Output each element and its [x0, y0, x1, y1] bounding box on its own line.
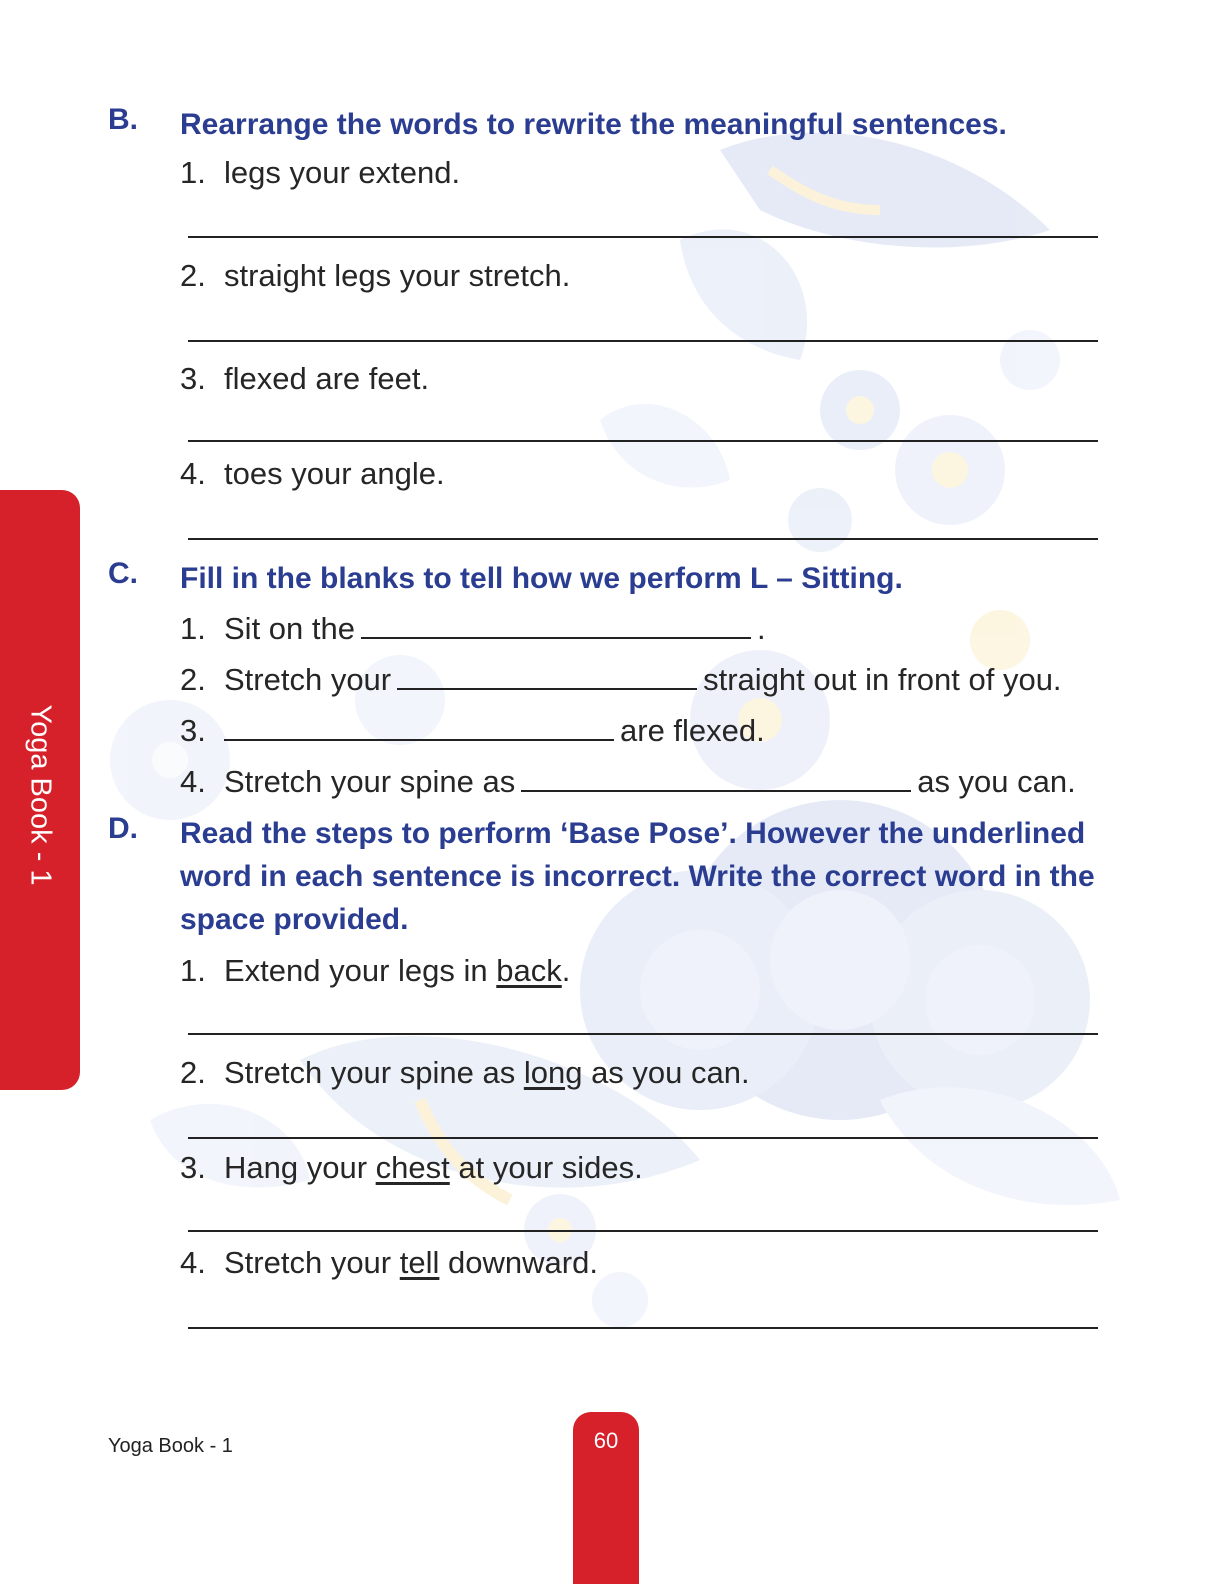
section-d-item-3	[180, 1150, 643, 1186]
item-text: toes your angle.	[224, 456, 445, 491]
section-c-letter: C.	[108, 557, 138, 590]
underlined-word: back	[496, 953, 562, 988]
item-number: 2.	[180, 1055, 206, 1090]
item-text-after: at your sides.	[458, 1150, 643, 1185]
item-number: 2.	[180, 258, 206, 293]
item-text-after: .	[756, 611, 766, 646]
section-d-item-2	[180, 1055, 750, 1091]
answer-line-b4[interactable]	[188, 538, 1098, 540]
item-text: legs your extend.	[224, 155, 461, 190]
answer-line-d3[interactable]	[188, 1230, 1098, 1232]
item-text-before: Sit on the	[224, 611, 355, 646]
item-number: 3.	[180, 1150, 206, 1185]
fill-blank-c4[interactable]	[521, 766, 911, 792]
section-c-item-1	[180, 611, 766, 647]
item-number: 2.	[180, 662, 206, 697]
item-text-before: Stretch your spine as	[224, 764, 516, 799]
item-text: straight legs your stretch.	[224, 258, 571, 293]
item-number: 4.	[180, 456, 206, 491]
section-c-title: Fill in the blanks to tell how we perform L – Sitting.	[180, 562, 903, 595]
answer-line-b3[interactable]	[188, 440, 1098, 442]
underlined-word: long	[523, 1055, 583, 1090]
fill-blank-c1[interactable]	[361, 613, 751, 639]
section-c-item-4	[180, 764, 1076, 800]
item-text-after: downward.	[448, 1245, 598, 1280]
item-text-after: as you can.	[917, 764, 1076, 799]
section-d-letter: D.	[108, 812, 138, 845]
item-text-before: Extend your legs in	[224, 953, 488, 988]
section-b-item-2	[180, 258, 570, 294]
section-b-letter: B.	[108, 103, 138, 136]
fill-blank-c3[interactable]	[224, 715, 614, 741]
item-text-after: are flexed.	[620, 713, 765, 748]
underlined-word: tell	[399, 1245, 440, 1280]
section-b-item-1	[180, 155, 460, 191]
item-text-after: .	[561, 953, 571, 988]
section-b-title: Rearrange the words to rewrite the meaningful sentences.	[180, 108, 1007, 141]
item-text-before: Stretch your	[224, 662, 392, 697]
section-b-item-3	[180, 361, 429, 397]
item-text-after: as you can.	[591, 1055, 750, 1090]
item-number: 1.	[180, 611, 206, 646]
underlined-word: chest	[375, 1150, 450, 1185]
section-c-item-2	[180, 662, 1062, 698]
answer-line-d1[interactable]	[188, 1033, 1098, 1035]
answer-line-b1[interactable]	[188, 236, 1098, 238]
side-tab-label: Yoga Book - 1	[24, 704, 57, 886]
item-text-before: Hang your	[224, 1150, 368, 1185]
item-number: 1.	[180, 953, 206, 988]
answer-line-d2[interactable]	[188, 1137, 1098, 1139]
answer-line-d4[interactable]	[188, 1327, 1098, 1329]
item-number: 3.	[180, 361, 206, 396]
item-number: 3.	[180, 713, 206, 748]
item-number: 4.	[180, 1245, 206, 1280]
section-d-item-1	[180, 953, 570, 989]
section-d-title: Read the steps to perform ‘Base Pose’. However the underlined word in each sentence is incorrect. Write the correct word in the space provided.	[180, 817, 1095, 936]
item-text-before: Stretch your	[224, 1245, 392, 1280]
item-text-before: Stretch your spine as	[224, 1055, 516, 1090]
section-b-item-4	[180, 456, 445, 492]
item-text: flexed are feet.	[224, 361, 430, 396]
item-number: 4.	[180, 764, 206, 799]
item-text-after: straight out in front of you.	[703, 662, 1062, 697]
answer-line-b2[interactable]	[188, 340, 1098, 342]
item-number: 1.	[180, 155, 206, 190]
page-number: 60	[593, 1428, 619, 1453]
fill-blank-c2[interactable]	[397, 664, 697, 690]
section-d-item-4	[180, 1245, 598, 1281]
footer-book-title: Yoga Book - 1	[108, 1435, 233, 1457]
section-c-item-3	[180, 713, 765, 749]
